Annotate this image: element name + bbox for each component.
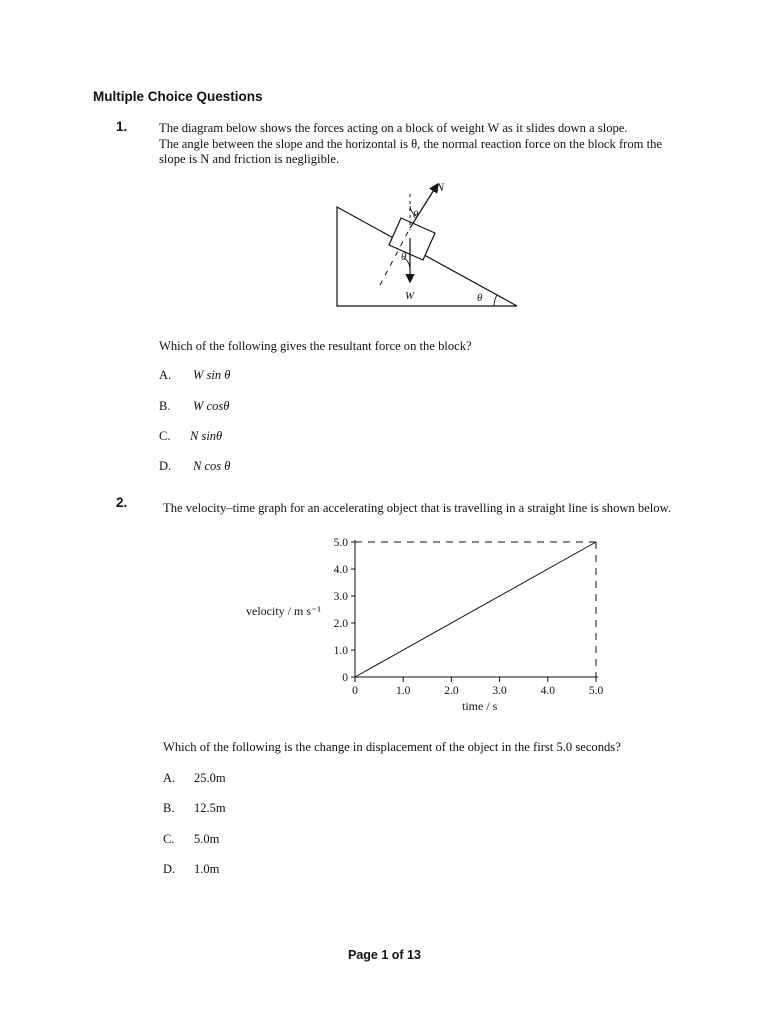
option-text: 25.0m [194,771,226,785]
option-letter: D. [163,862,176,876]
question-1-option-c[interactable] [159,429,222,444]
x-tick-label: 2.0 [444,685,459,697]
y-tick-label: 1.0 [333,645,348,657]
y-tick-label: 2.0 [333,618,348,630]
slope-triangle [337,207,517,306]
label-theta-top: θ [413,209,419,221]
y-axis-label: velocity / m s⁻¹ [246,604,321,618]
x-tick-label: 4.0 [540,685,555,697]
x-tick-label: 1.0 [396,685,411,697]
x-tick-label: 3.0 [492,685,507,697]
question-1-stem [159,121,704,168]
option-text: 12.5m [194,801,226,815]
velocity-line [355,542,596,677]
y-tick-label: 4.0 [333,564,348,576]
page-footer: Page 1 of 13 [348,948,421,962]
page-heading: Multiple Choice Questions [93,89,263,104]
angle-arc-slope [494,295,497,306]
option-letter: A. [159,368,172,382]
question-2-option-b[interactable] [163,801,226,816]
option-letter: A. [163,771,176,785]
x-tick-label: 5.0 [588,685,604,697]
option-text: N cos θ [193,459,231,473]
question-1-option-b[interactable] [159,399,229,414]
question-1-stem-line-3: slope is N and friction is negligible. [159,152,340,166]
option-text: N sinθ [190,429,223,443]
normal-force-arrow [410,185,437,228]
option-letter: B. [163,801,175,815]
option-letter: D. [159,459,172,473]
velocity-time-graph [240,528,620,718]
x-tick-label: 0 [352,685,358,697]
question-1-option-d[interactable] [159,459,230,474]
question-2-stem: The velocity–time graph for an accelerating object that is travelling in a straight line is shown below. [163,501,672,515]
y-tick-label: 5.0 [333,537,348,549]
question-2-number: 2. [116,495,128,510]
graph-series [355,542,596,677]
option-text: W sin θ [193,368,231,382]
question-2-option-a[interactable] [163,771,226,786]
label-theta-slope: θ [477,292,483,304]
question-1-number: 1. [116,119,128,134]
question-1-option-a[interactable] [159,368,230,383]
label-theta-bottom: θ [401,251,407,263]
question-1-stem-line-1: The diagram below shows the forces acting on a block of weight W as it slides down a slope. [159,121,628,135]
y-tick-label: 3.0 [333,591,348,603]
y-tick-label: 0 [342,672,348,684]
question-2-prompt: Which of the following is the change in displacement of the object in the first 5.0 seconds? [163,740,621,754]
option-letter: C. [159,429,171,443]
question-2-option-d[interactable] [163,862,219,877]
option-text: W cosθ [193,399,230,413]
option-text: 5.0m [194,832,220,846]
slope-force-diagram [330,178,525,310]
x-axis-label: time / s [462,699,498,713]
question-1-prompt: Which of the following gives the resultant force on the block? [159,339,472,353]
option-text: 1.0m [194,862,220,876]
question-2-option-c[interactable] [163,832,219,847]
option-letter: C. [163,832,175,846]
option-letter: B. [159,399,171,413]
label-N: N [436,180,445,194]
question-1-stem-line-2: The angle between the slope and the horizontal is θ, the normal reaction force on the block from the [159,136,662,151]
label-W: W [405,290,415,302]
